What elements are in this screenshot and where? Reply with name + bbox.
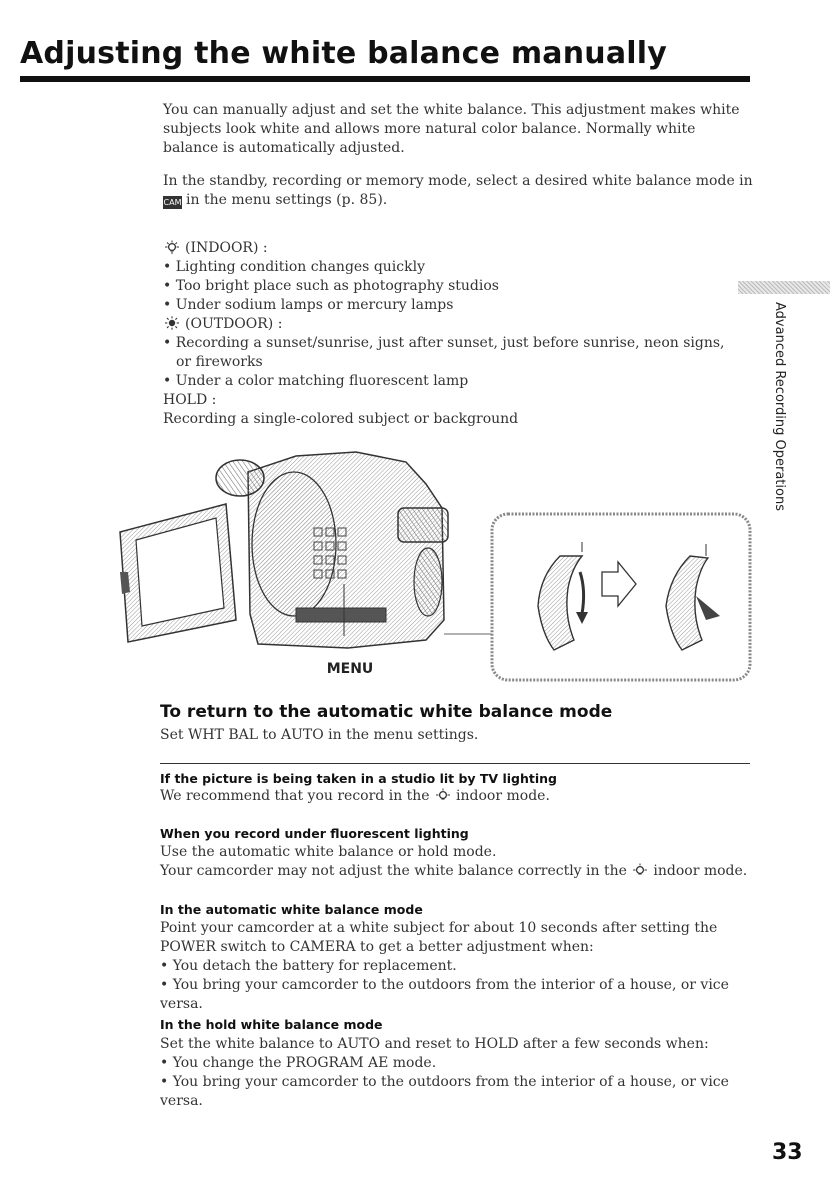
camcorder-body <box>216 452 448 648</box>
note-text: indoor mode. <box>456 788 550 804</box>
indoor-item: • Too bright place such as photography studios <box>163 278 499 294</box>
indoor-mode-text: (INDOOR) : <box>185 240 268 256</box>
note-text: We recommend that you record in the <box>160 788 430 804</box>
section-tab-label: Advanced Recording Operations <box>772 302 787 511</box>
lcd-panel <box>120 504 236 642</box>
note-text: Point your camcorder at a white subject for about 10 seconds after setting the POWER switch to CAMERA to get a better adjustment when: <box>160 920 718 955</box>
white-balance-modes <box>163 239 743 429</box>
note-body-studio <box>160 787 755 806</box>
hold-mode-label: HOLD : <box>163 392 217 408</box>
note-text: • You change the PROGRAM AE mode. <box>160 1055 437 1071</box>
note-heading-auto: In the automatic white balance mode <box>160 902 423 917</box>
camera-menu-icon: CAM <box>163 198 182 207</box>
note-text: indoor mode. <box>653 863 748 879</box>
note-heading-hold: In the hold white balance mode <box>160 1017 383 1032</box>
note-heading-studio: If the picture is being taken in a studio lit by TV lighting <box>160 771 557 786</box>
hold-mode-desc: Recording a single-colored subject or background <box>163 411 519 427</box>
indoor-bulb-icon <box>631 863 649 877</box>
note-text: Set the white balance to AUTO and reset to HOLD after a few seconds when: <box>160 1036 709 1052</box>
note-text: Use the automatic white balance or hold mode. <box>160 844 497 860</box>
return-body: Set WHT BAL to AUTO in the menu settings. <box>160 727 479 743</box>
section-tab-marker <box>738 281 830 294</box>
return-heading: To return to the automatic white balance mode <box>160 702 613 722</box>
indoor-item: • Lighting condition changes quickly <box>163 259 425 275</box>
indoor-item: • Under sodium lamps or mercury lamps <box>163 297 454 313</box>
outdoor-mode-label <box>163 315 743 334</box>
title-rule <box>20 76 750 82</box>
indoor-bulb-icon <box>434 788 452 802</box>
intro-instruction-text: In the standby, recording or memory mode, select a desired white balance mode in <box>163 173 753 189</box>
note-text: • You detach the battery for replacement. <box>160 958 457 974</box>
note-text: Your camcorder may not adjust the white balance correctly in the <box>160 863 627 879</box>
menu-callout-label: MENU <box>326 661 374 677</box>
note-text: • You bring your camcorder to the outdoors from the interior of a house, or vice versa. <box>160 977 729 1012</box>
intro-instruction <box>163 172 753 210</box>
indoor-bulb-icon <box>163 240 181 254</box>
intro-instruction-tail: in the menu settings (p. 85). <box>186 192 388 208</box>
note-body-fluorescent <box>160 843 755 881</box>
note-body-hold <box>160 1035 755 1111</box>
outdoor-mode-text: (OUTDOOR) : <box>185 316 283 332</box>
intro-paragraph: You can manually adjust and set the white balance. This adjustment makes white subjects look white and allows more natural color balance. Normally white balance is automatically adjusted. <box>163 102 740 156</box>
notes-divider <box>160 763 750 764</box>
camcorder-illustration <box>108 444 753 684</box>
outdoor-item: • Under a color matching fluorescent lamp <box>163 373 469 389</box>
menu-dial-inset <box>492 514 750 680</box>
note-body-auto <box>160 919 755 1014</box>
note-text: • You bring your camcorder to the outdoors from the interior of a house, or vice versa. <box>160 1074 729 1109</box>
indoor-mode-label <box>163 239 743 258</box>
note-heading-fluorescent: When you record under fluorescent lighting <box>160 826 469 841</box>
outdoor-sun-icon <box>163 316 181 330</box>
page-title: Adjusting the white balance manually <box>20 36 668 71</box>
page-number: 33 <box>772 1140 803 1165</box>
outdoor-item: • Recording a sunset/sunrise, just after sunset, just before sunrise, neon signs, or fireworks <box>163 335 725 370</box>
